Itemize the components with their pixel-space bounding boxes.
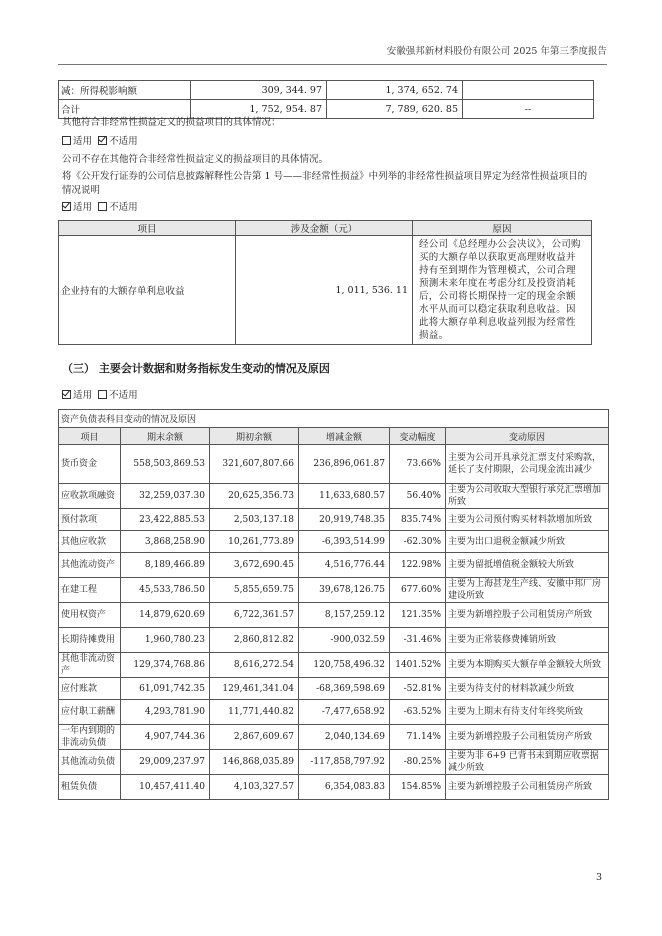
item-cell: 一年内到期的非流动负债 <box>59 725 121 750</box>
reason-cell: 主要为公司预付购买材料款增加所致 <box>446 509 609 531</box>
table-row <box>59 81 594 100</box>
table-row <box>59 445 609 484</box>
reason-cell: 主要为正常装修费摊销所致 <box>446 628 609 653</box>
recurring-options <box>62 201 138 215</box>
checkbox-not-applicable[interactable] <box>98 202 107 211</box>
applicable-label: 适用 <box>73 390 93 401</box>
change-rate-cell: 154.85% <box>390 775 446 800</box>
amount-cell: 1, 011, 536. 11 <box>236 236 413 345</box>
reason-cell: 主要为待支付的材料款减少所致 <box>446 678 609 700</box>
table-row <box>59 236 592 345</box>
reason-cell: 主要为本期购买大额存单金额较大所致 <box>446 653 609 678</box>
item-cell: 货币资金 <box>59 445 121 484</box>
change-amount-cell: -6,393,514.99 <box>299 531 390 553</box>
end-balance-cell: 129,374,768.86 <box>121 653 210 678</box>
table-row <box>59 775 609 800</box>
table-row <box>59 750 609 775</box>
column-header: 期初余额 <box>210 428 299 445</box>
change-rate-cell: -52.81% <box>390 678 446 700</box>
reason-cell: 经公司《总经理办公会决议》，公司购买的大额存单以获取更高理财收益并持有至到期作为管理模式，公司合理预测未来年度在考虑分红及投资消耗后，公司将长期保持一定的现金余额水平从而可以稳定获取利息收益。因此将大额存单利息收益列报为经常性损益。 <box>413 236 592 345</box>
value-cell <box>463 81 594 100</box>
tax-effect-table <box>58 80 594 119</box>
change-amount-cell: -900,032.59 <box>299 628 390 653</box>
table-caption-row <box>59 410 609 428</box>
reason-cell: 主要为上海甚龙生产线、安徽中邦厂房建设所致 <box>446 578 609 603</box>
end-balance-cell: 45,533,786.50 <box>121 578 210 603</box>
end-balance-cell: 4,293,781.90 <box>121 700 210 725</box>
table-header-row <box>59 221 592 236</box>
change-rate-cell: 56.40% <box>390 484 446 509</box>
begin-balance-cell: 2,860,812.82 <box>210 628 299 653</box>
end-balance-cell: 558,503,869.53 <box>121 445 210 484</box>
item-cell: 其他流动负债 <box>59 750 121 775</box>
section-title: （三） 主要会计数据和财务指标发生变动的情况及原因 <box>62 362 330 375</box>
item-cell: 使用权资产 <box>59 603 121 628</box>
column-header: 涉及金额（元） <box>236 221 413 236</box>
column-header: 增减金额 <box>299 428 390 445</box>
item-cell: 企业持有的大额存单利息收益 <box>59 236 236 345</box>
change-amount-cell: 236,896,061.87 <box>299 445 390 484</box>
checkbox-applicable[interactable] <box>62 136 71 145</box>
value-cell: -- <box>463 100 594 119</box>
row-label: 合计 <box>59 100 191 119</box>
begin-balance-cell: 8,616,272.54 <box>210 653 299 678</box>
change-amount-cell: -117,858,797.92 <box>299 750 390 775</box>
applicable-label: 适用 <box>73 202 93 213</box>
end-balance-cell: 3,868,258.90 <box>121 531 210 553</box>
table-row <box>59 653 609 678</box>
balance-changes-table <box>58 409 609 800</box>
change-rate-cell: -31.46% <box>390 628 446 653</box>
change-rate-cell: 122.98% <box>390 553 446 578</box>
change-rate-cell: 1401.52% <box>390 653 446 678</box>
item-cell: 租赁负债 <box>59 775 121 800</box>
end-balance-cell: 61,091,742.35 <box>121 678 210 700</box>
table-row <box>59 531 609 553</box>
change-amount-cell: 4,516,776.44 <box>299 553 390 578</box>
change-amount-cell: 6,354,083.83 <box>299 775 390 800</box>
item-cell: 预付款项 <box>59 509 121 531</box>
item-cell: 应收款项融资 <box>59 484 121 509</box>
end-balance-cell: 1,960,780.23 <box>121 628 210 653</box>
end-balance-cell: 14,879,620.69 <box>121 603 210 628</box>
item-cell: 其他流动资产 <box>59 553 121 578</box>
end-balance-cell: 29,009,237.97 <box>121 750 210 775</box>
end-balance-cell: 10,457,411.40 <box>121 775 210 800</box>
end-balance-cell: 4,907,744.36 <box>121 725 210 750</box>
table-row <box>59 553 609 578</box>
begin-balance-cell: 5,855,659.75 <box>210 578 299 603</box>
other-items-statement: 公司不存在其他符合非经常性损益定义的损益项目的具体情况。 <box>62 154 329 165</box>
table-row <box>59 484 609 509</box>
checkbox-not-applicable[interactable] <box>98 390 107 399</box>
begin-balance-cell: 4,103,327.57 <box>210 775 299 800</box>
begin-balance-cell: 2,867,609.67 <box>210 725 299 750</box>
reason-cell: 主要为新增控股子公司租赁房产所致 <box>446 603 609 628</box>
change-rate-cell: 71.14% <box>390 725 446 750</box>
end-balance-cell: 8,189,466.89 <box>121 553 210 578</box>
header-divider <box>58 64 607 65</box>
change-amount-cell: 20,919,748.35 <box>299 509 390 531</box>
begin-balance-cell: 20,625,356.73 <box>210 484 299 509</box>
reason-cell: 主要为公司收取大型银行承兑汇票增加所致 <box>446 484 609 509</box>
table-body <box>59 445 609 800</box>
change-amount-cell: 8,157,259.12 <box>299 603 390 628</box>
item-cell: 长期待摊费用 <box>59 628 121 653</box>
change-rate-cell: -62.30% <box>390 531 446 553</box>
change-rate-cell: -63.52% <box>390 700 446 725</box>
other-items-intro: 其他符合非经常性损益定义的损益项目的具体情况： <box>62 117 281 128</box>
checkbox-applicable[interactable] <box>62 202 71 211</box>
column-header: 变动幅度 <box>390 428 446 445</box>
begin-balance-cell: 2,503,137.18 <box>210 509 299 531</box>
value-cell: 1, 752, 954. 87 <box>191 100 327 119</box>
recurring-table <box>58 220 592 345</box>
column-header: 变动原因 <box>446 428 609 445</box>
reason-cell: 主要为留抵增值税金额较大所致 <box>446 553 609 578</box>
change-rate-cell: 835.74% <box>390 509 446 531</box>
reason-cell: 主要为新增控股子公司租赁房产所致 <box>446 775 609 800</box>
change-amount-cell: -68,369,598.69 <box>299 678 390 700</box>
table-row <box>59 700 609 725</box>
section3-options <box>62 389 138 403</box>
table-caption: 资产负债表科目变动的情况及原因 <box>59 410 609 428</box>
item-cell: 应付职工薪酬 <box>59 700 121 725</box>
item-cell: 在建工程 <box>59 578 121 603</box>
change-amount-cell: 2,040,134.69 <box>299 725 390 750</box>
table-row <box>59 678 609 700</box>
checkbox-applicable[interactable] <box>62 390 71 399</box>
change-rate-cell: -80.25% <box>390 750 446 775</box>
begin-balance-cell: 11,771,440.82 <box>210 700 299 725</box>
not-applicable-label: 不适用 <box>109 390 138 401</box>
change-rate-cell: 121.35% <box>390 603 446 628</box>
item-cell: 其他非流动资产 <box>59 653 121 678</box>
begin-balance-cell: 10,261,773.89 <box>210 531 299 553</box>
change-rate-cell: 677.60% <box>390 578 446 603</box>
value-cell: 7, 789, 620. 85 <box>327 100 463 119</box>
item-cell: 应付账款 <box>59 678 121 700</box>
report-header: 安徽强邦新材料股份有限公司 2025 年第三季度报告 <box>386 46 607 57</box>
change-rate-cell: 73.66% <box>390 445 446 484</box>
reason-cell: 主要为公司开具承兑汇票支付采购款，延长了支付期限，公司现金流出减少 <box>446 445 609 484</box>
row-label: 减：所得税影响额 <box>59 81 191 100</box>
end-balance-cell: 32,259,037.30 <box>121 484 210 509</box>
column-header: 项目 <box>59 221 236 236</box>
value-cell: 309, 344. 97 <box>191 81 327 100</box>
value-cell: 1, 374, 652. 74 <box>327 81 463 100</box>
begin-balance-cell: 321,607,807.66 <box>210 445 299 484</box>
other-items-options <box>62 135 138 149</box>
change-amount-cell: -7,477,658.92 <box>299 700 390 725</box>
column-header: 期末余额 <box>121 428 210 445</box>
reason-cell: 主要为上期末有待支付年终奖所致 <box>446 700 609 725</box>
reason-cell: 主要为新增控股子公司租赁房产所致 <box>446 725 609 750</box>
begin-balance-cell: 3,672,690.45 <box>210 553 299 578</box>
recurring-intro: 将《公开发行证券的公司信息披露解释性公告第 1 号——非经常性损益》中列举的非经常性损益项目界定为经常性损益项目的情况说明 <box>62 171 588 196</box>
applicable-label: 适用 <box>73 136 93 147</box>
begin-balance-cell: 6,722,361.57 <box>210 603 299 628</box>
end-balance-cell: 23,422,885.53 <box>121 509 210 531</box>
begin-balance-cell: 146,868,035.89 <box>210 750 299 775</box>
table-header-row <box>59 428 609 445</box>
begin-balance-cell: 129,461,341.04 <box>210 678 299 700</box>
not-applicable-label: 不适用 <box>109 202 138 213</box>
reason-cell: 主要为非 6+9 已背书未到期应收票据减少所致 <box>446 750 609 775</box>
change-amount-cell: 39,678,126.75 <box>299 578 390 603</box>
not-applicable-label: 不适用 <box>109 136 138 147</box>
column-header: 项目 <box>59 428 121 445</box>
table-row <box>59 509 609 531</box>
item-cell: 其他应收款 <box>59 531 121 553</box>
table-row <box>59 725 609 750</box>
change-amount-cell: 11,633,680.57 <box>299 484 390 509</box>
table-row <box>59 628 609 653</box>
reason-cell: 主要为出口退税金额减少所致 <box>446 531 609 553</box>
page-number: 3 <box>595 872 602 883</box>
column-header: 原因 <box>413 221 592 236</box>
checkbox-not-applicable[interactable] <box>98 136 107 145</box>
change-amount-cell: 120,758,496.32 <box>299 653 390 678</box>
table-row <box>59 578 609 603</box>
table-row <box>59 603 609 628</box>
